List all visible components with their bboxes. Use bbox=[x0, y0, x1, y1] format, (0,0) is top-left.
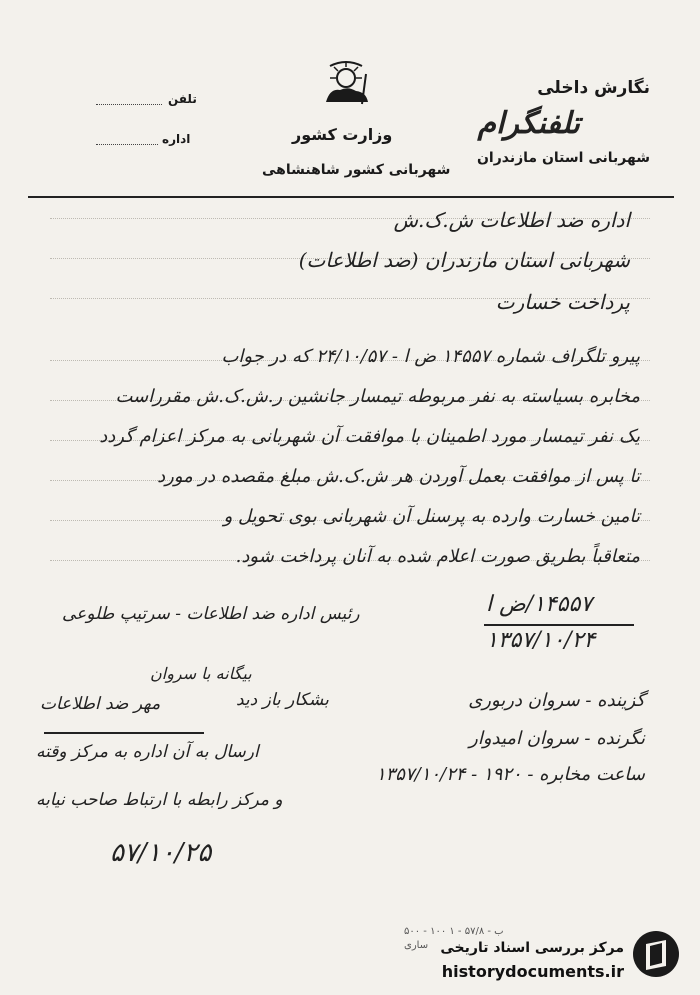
reference-underline bbox=[484, 624, 634, 626]
margin-note-date: ۵۷/۱۰/۲۵ bbox=[110, 838, 212, 868]
archive-stamp-number: ۵۰۰ - ۱۰۰ ب - ۵۷/۸ - ۱ bbox=[404, 926, 504, 937]
province-police-label: شهربانی استان مازندران bbox=[476, 150, 650, 166]
margin-note-underline bbox=[44, 732, 204, 734]
office-label: اداره bbox=[162, 132, 191, 146]
subject-line: پرداخت خسارت bbox=[495, 290, 630, 314]
reference-date: ۱۳۵۷/۱۰/۲۴ bbox=[486, 628, 596, 653]
body-line: یک نفر تیمسار مورد اطمینان با موافقت آن شهربانی به مرکز اعزام گردد bbox=[99, 426, 640, 447]
archive-stamp-city: ساری bbox=[404, 940, 429, 951]
letterhead-divider bbox=[28, 196, 674, 198]
body-line: متعاقباً بطریق صورت اعلام شده به آنان پرداخت شود. bbox=[235, 546, 640, 567]
document-archive-logo-icon bbox=[632, 930, 680, 978]
internal-report-label: نگارش داخلی bbox=[537, 78, 650, 98]
margin-note-line: و مرکز رابطه با ارتباط صاحب نیابه bbox=[36, 790, 283, 810]
body-line: مخابره بسیاسته به نفر مربوطه تیمسار جانشین ر.ش.ک.ش مقرراست bbox=[115, 386, 640, 407]
transmission-time-line: ساعت مخابره - ۱۹۲۰ - ۱۳۵۷/۱۰/۲۴ bbox=[375, 764, 645, 785]
body-line: پیرو تلگراف شماره ۱۴۵۵۷ ض ا - ۲۴/۱۰/۵۷ که در جواب bbox=[221, 346, 640, 367]
telegram-title: تلفنگرام bbox=[477, 106, 580, 141]
signature-block: رئیس اداره ضد اطلاعات - سرتیپ طلوعی bbox=[62, 604, 360, 624]
lion-and-sun-emblem-icon bbox=[316, 58, 376, 110]
recipient-province-line: شهربانی استان مازندران (ضد اطلاعات) bbox=[298, 248, 630, 272]
body-line: تامین خسارت وارده به پرسنل آن شهربانی بوی تحویل و bbox=[223, 506, 640, 527]
ministry-label: وزارت کشور bbox=[292, 125, 393, 144]
phone-label: تلفن bbox=[168, 92, 197, 106]
archive-center-name: مرکز بررسی اسناد تاریخی bbox=[440, 940, 624, 956]
sender-line: گزینده - سروان دربوری bbox=[468, 690, 645, 711]
margin-note-line: بشکار باز دید bbox=[236, 690, 329, 710]
archive-url: historydocuments.ir bbox=[441, 962, 624, 981]
phone-fill-line bbox=[96, 104, 162, 105]
margin-note-line: مهر ضد اطلاعات bbox=[40, 694, 161, 714]
reference-number: ۱۴۵۵۷/ض ا bbox=[486, 592, 593, 617]
margin-note-line: بیگانه با سروان bbox=[150, 664, 252, 683]
office-fill-line bbox=[96, 144, 158, 145]
receiver-line: نگرنده - سروان امیدوار bbox=[469, 728, 645, 749]
margin-note-line: ارسال به آن اداره به مرکز وقته bbox=[36, 742, 259, 762]
recipient-line: اداره ضد اطلاعات ش.ک.ش bbox=[393, 208, 630, 232]
imperial-police-label: شهربانی کشور شاهنشاهی bbox=[262, 162, 451, 178]
body-line: تا پس از موافقت بعمل آوردن هر ش.ک.ش مبلغ مقصده در مورد bbox=[157, 466, 640, 487]
